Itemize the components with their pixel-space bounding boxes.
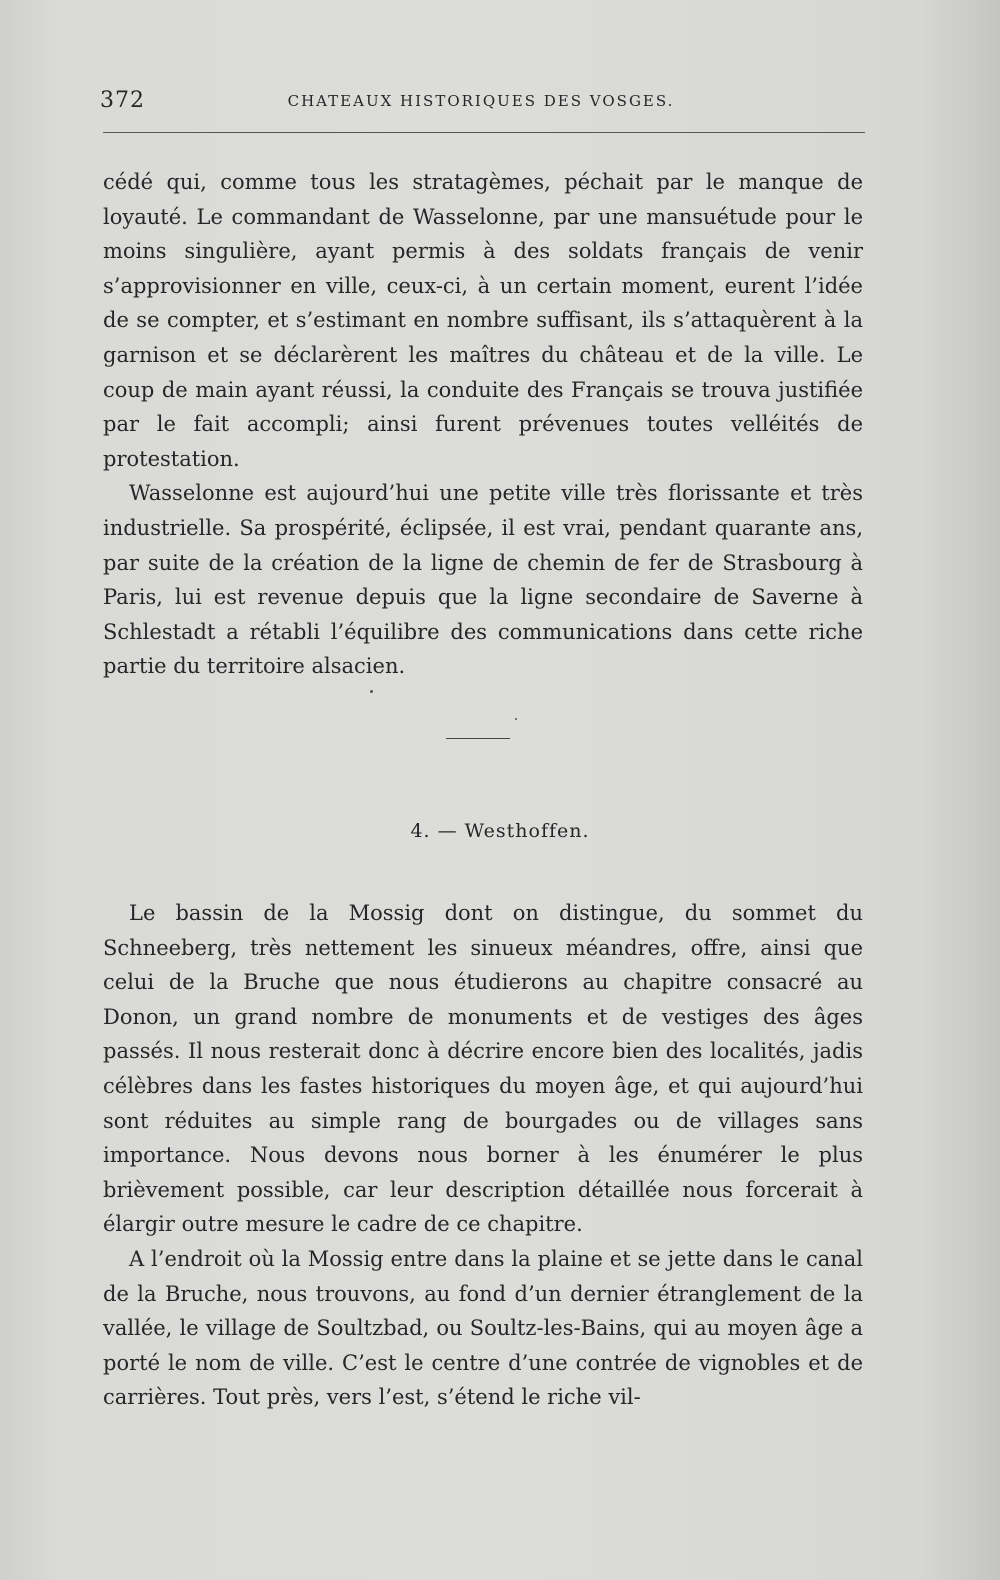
paragraph: A l’endroit où la Mossig entre dans la plaine et se jette dans le canal de la Bruche, nous trouvons, au fond d’un dernier étranglement de la vallée, le village de Soultzbad, ou Soultz-les-Bains, qui au moyen âge a porté le nom de ville. C’est le centre d’une contrée de vignobles et de carrières. Tout près, vers l’est, s’étend le riche vil- — [103, 1246, 863, 1410]
running-head — [100, 88, 862, 118]
page-number: 372 — [100, 88, 145, 113]
ink-speck — [515, 718, 517, 720]
continued-text — [103, 165, 863, 684]
ink-speck — [370, 690, 373, 693]
running-title: CHATEAUX HISTORIQUES DES VOSGES. — [287, 92, 675, 110]
section-text — [103, 896, 863, 1415]
section-divider — [446, 738, 510, 739]
section-heading: 4. — Westhoffen. — [410, 820, 590, 842]
header-rule — [103, 132, 865, 133]
paragraph: Wasselonne est aujourd’hui une petite ville très florissante et très industrielle. Sa prospérité, éclipsée, il est vrai, pendant quarante ans, par suite de la création de la ligne de chemin de fer de Strasbourg à Paris, lui est revenue depuis que la ligne secondaire de Saverne à Schlestadt a rétabli l’équilibre des communications dans cette riche partie du territoire alsacien. — [103, 481, 863, 679]
paragraph: Le bassin de la Mossig dont on distingue, du sommet du Schneeberg, très nettement les sinueux méandres, offre, ainsi que celui de la Bruche que nous étudierons au chapitre consacré au Donon, un grand nombre de monuments et de vestiges des âges passés. Il nous resterait donc à décrire encore bien des localités, jadis célèbres dans les fastes historiques du moyen âge, et qui aujourd’hui sont réduites au simple rang de bourgades ou de villages sans importance. Nous devons nous borner à les énumérer le plus brièvement possible, car leur description détaillée nous forcerait à élargir outre mesure le cadre de ce chapitre. — [103, 901, 863, 1237]
paragraph: cédé qui, comme tous les stratagèmes, péchait par le manque de loyauté. Le commandant de Wasselonne, par une mansuétude pour le moins singulière, ayant permis à des soldats français de venir s’approvisionner en ville, ceux-ci, à un certain moment, eurent l’idée de se compter, et s’estimant en nombre suffisant, ils s’attaquèrent à la garnison et se déclarèrent les maîtres du château et de la ville. Le coup de main ayant réussi, la conduite des Français se trouva justifiée par le fait accompli; ainsi furent prévenues toutes velléités de protestation. — [103, 170, 863, 471]
